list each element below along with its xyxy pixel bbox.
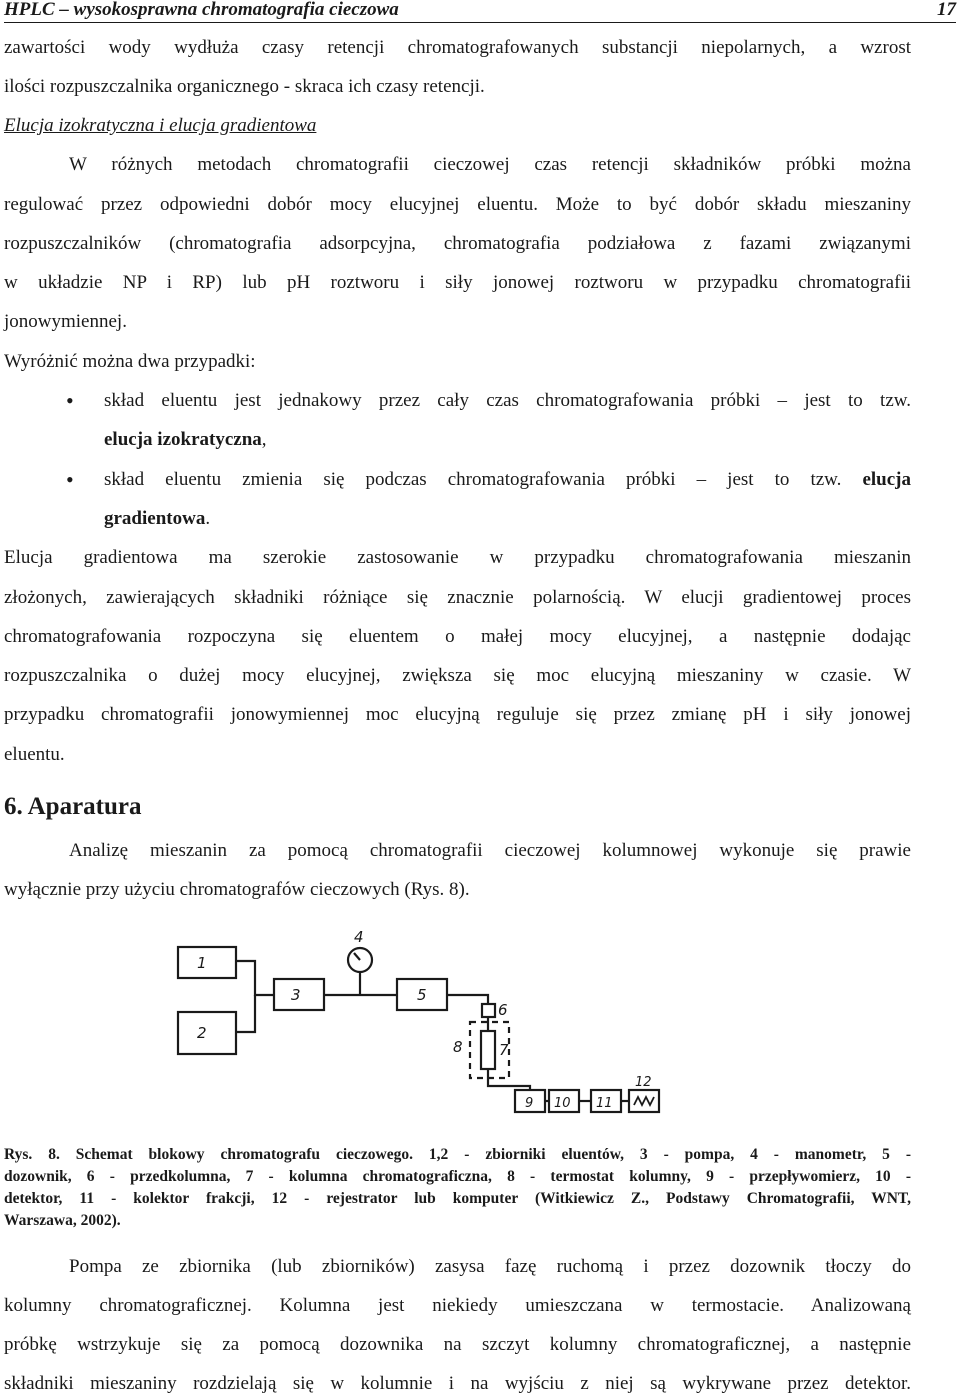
paragraph-line: składniki mieszaniny rozdzielają się w kolumnie i na wyjściu z niej są wykrywane przez detektor. [4, 1373, 911, 1394]
list-item-line: skład eluentu zmienia się podczas chromatografowania próbki – jest to tzw. elucja [104, 469, 912, 490]
paragraph-line: W różnych metodach chromatografii cieczowej czas retencji składników próbki można [69, 154, 911, 175]
paragraph-line: zawartości wody wydłuża czasy retencji chromatografowanych substancji niepolarnych, a wzrost [4, 37, 911, 58]
paragraph-line: Pompa ze zbiornika (lub zbiorników) zasysa fazę ruchomą i przez dozownik tłoczy do [69, 1256, 911, 1277]
manometer-needle [354, 953, 360, 960]
label-6: 6 [498, 1001, 508, 1019]
figure-caption-line: dozownik, 6 - przedkolumna, 7 - kolumna chromatograficzna, 8 - termostat kolumny, 9 - przepływomierz, 10 - [4, 1168, 911, 1185]
figure-caption-line: Warszawa, 2002). [4, 1212, 121, 1229]
figure-caption-line: detektor, 11 - kolektor frakcji, 12 - rejestrator lub komputer (Witkiewicz Z., Podstawy Chromatografii, WNT, [4, 1190, 911, 1207]
section-heading: 6. Aparatura [4, 793, 142, 820]
paragraph-line: jonowymiennej. [4, 311, 127, 332]
paragraph-line: w układzie NP i RP) lub pH roztworu i siły jonowej roztworu w przypadku chromatografii [4, 272, 911, 293]
connector-line [447, 995, 488, 1004]
list-item-line: elucja izokratyczna, [104, 429, 267, 450]
paragraph-line: próbkę wstrzykuje się za pomocą dozownika na szczyt kolumny chromatograficznej, a następnie [4, 1334, 911, 1355]
recorder-trace-icon [634, 1097, 654, 1105]
paragraph-line: Analizę mieszanin za pomocą chromatografii cieczowej kolumnowej wykonuje się prawie [69, 840, 911, 861]
running-header [4, 0, 956, 23]
label-12: 12 [635, 1075, 652, 1090]
paragraph-line: przypadku chromatografii jonowymiennej moc elucyjną reguluje się przez zmianę pH i siły jonowej [4, 704, 911, 725]
label-1: 1 [197, 954, 207, 972]
list-intro: Wyróżnić można dwa przypadki: [4, 351, 256, 372]
paragraph-line: rozpuszczalnika o dużej mocy elucyjnej, zwiększa się moc elucyjną mieszaniny w czasie. W [4, 665, 911, 686]
term-isocratic: elucja izokratyczna [104, 429, 262, 450]
label-3: 3 [291, 986, 301, 1004]
paragraph-line: kolumny chromatograficznej. Kolumna jest niekiedy umieszczana w termostacie. Analizowaną [4, 1295, 911, 1316]
label-7: 7 [499, 1041, 509, 1059]
list-item-line: gradientowa. [104, 508, 211, 529]
paragraph-line: Elucja gradientowa ma szerokie zastosowanie w przypadku chromatografowania mieszanin [4, 547, 911, 568]
label-4: 4 [354, 928, 364, 946]
connector-line [236, 961, 274, 995]
column-block [481, 1031, 495, 1069]
precolumn-block [482, 1004, 495, 1017]
term-gradient-1: elucja [862, 469, 912, 490]
paragraph-line: rozpuszczalników (chromatografia adsorpcyjna, chromatografia podziałowa z fazami związanymi [4, 233, 911, 254]
paragraph-line: ilości rozpuszczalnika organicznego - skraca ich czasy retencji. [4, 76, 485, 97]
page-number: 17 [937, 0, 956, 20]
tank-2-block [178, 1012, 236, 1054]
list-item-line: skład eluentu jest jednakowy przez cały czas chromatografowania próbki – jest to tzw. [104, 390, 911, 411]
tank-1-block [178, 947, 236, 978]
label-8: 8 [453, 1038, 463, 1056]
bullet-icon: • [66, 388, 74, 413]
term-gradient-2: gradientowa [104, 508, 206, 529]
paragraph-line: eluentu. [4, 744, 65, 765]
paragraph-line: wyłącznie przy użyciu chromatografów cieczowych (Rys. 8). [4, 879, 470, 900]
label-10: 10 [554, 1096, 571, 1111]
subheading: Elucja izokratyczna i elucja gradientowa [4, 115, 317, 136]
paragraph-line: regulować przez odpowiedni dobór mocy elucyjnej eluentu. Może to być dobór składu mieszaniny [4, 194, 911, 215]
figure-caption-line: Rys. 8. Schemat blokowy chromatografu cieczowego. 1,2 - zbiorniki eluentów, 3 - pompa, 4 - manometr, 5 - [4, 1146, 911, 1163]
paragraph-line: złożonych, zawierających składniki różniące się znacznie polarnością. W elucji gradientowej proces [4, 587, 911, 608]
label-2: 2 [197, 1024, 207, 1042]
bullet-icon: • [66, 467, 74, 492]
connector-line [236, 995, 255, 1032]
paragraph-line: chromatografowania rozpoczyna się eluentem o małej mocy elucyjnej, a następnie dodając [4, 626, 911, 647]
label-11: 11 [596, 1096, 613, 1111]
chromatograph-block-diagram [157, 920, 719, 1120]
label-5: 5 [417, 986, 427, 1004]
header-title: HPLC – wysokosprawna chromatografia cieczowa [4, 0, 399, 20]
label-9: 9 [525, 1096, 534, 1111]
